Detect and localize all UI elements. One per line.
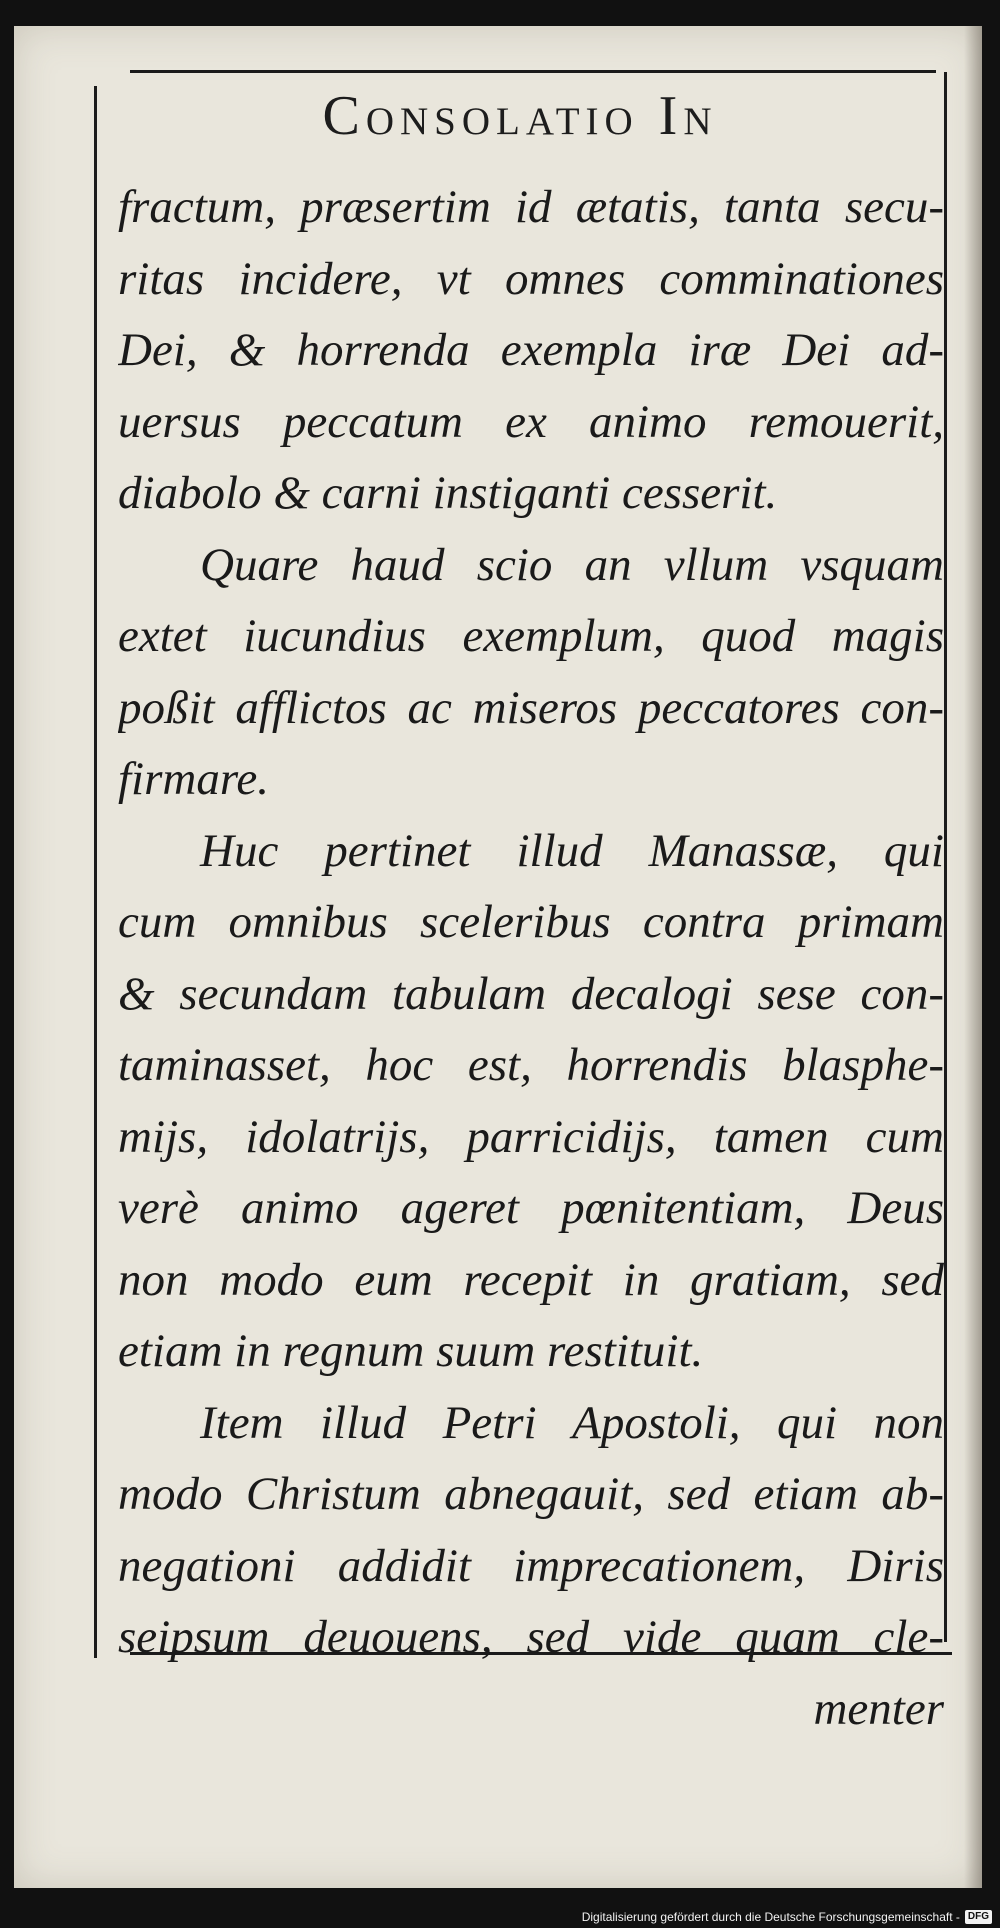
frame-rule-top (130, 70, 936, 73)
credit-text: Digitalisierung gefördert durch die Deutsche Forschungsgemeinschaft - (581, 1910, 960, 1924)
running-title: Consolatio In (322, 85, 718, 147)
dfg-logo: DFG (965, 1910, 992, 1924)
text-line: Item illud Petri Apostoli, qui non (200, 1396, 944, 1449)
text-line: Dei, & horrenda exempla iræ Dei ad- (118, 324, 944, 376)
catchword: menter (813, 1682, 944, 1735)
text-line: mijs, idolatrijs, parricidijs, tamen cum (118, 1110, 944, 1163)
text-line: taminasset, hoc est, horrendis blasphe- (118, 1039, 944, 1091)
text-line: & secundam tabulam decalogi sese con- (118, 967, 944, 1020)
page-edge-shadow (964, 26, 982, 1888)
text-line: diabolo & carni instiganti cesserit. (118, 467, 778, 519)
text-line: extet iucundius exemplum, quod magis (118, 610, 944, 662)
text-line: Huc pertinet illud Manassæ, qui (200, 824, 944, 877)
digitization-credit (582, 1910, 992, 1924)
text-line: etiam in regnum suum restituit. (118, 1325, 704, 1377)
text-line: negationi addidit imprecationem, Diris (118, 1539, 944, 1592)
body-text (118, 172, 944, 1745)
frame-rule-right (944, 72, 947, 1642)
text-line: ritas incidere, vt omnes comminationes (118, 252, 944, 305)
text-line: Quare haud scio an vllum vsquam (200, 538, 944, 591)
text-line: poßit afflictos ac miseros peccatores con- (118, 681, 944, 734)
text-line: firmare. (118, 753, 270, 805)
text-line: verè animo ageret pœnitentiam, Deus (118, 1182, 944, 1234)
text-line: seipsum deuouens, sed vide quam cle- (118, 1611, 944, 1663)
text-line: uersus peccatum ex animo remouerit, (118, 395, 944, 448)
text-line: modo Christum abnegauit, sed etiam ab- (118, 1468, 944, 1520)
frame-rule-left (94, 86, 97, 1658)
text-line: fractum, præsertim id ætatis, tanta secu- (118, 181, 944, 233)
text-line: cum omnibus sceleribus contra primam (118, 896, 944, 948)
text-line: non modo eum recepit in gratiam, sed (118, 1253, 944, 1306)
